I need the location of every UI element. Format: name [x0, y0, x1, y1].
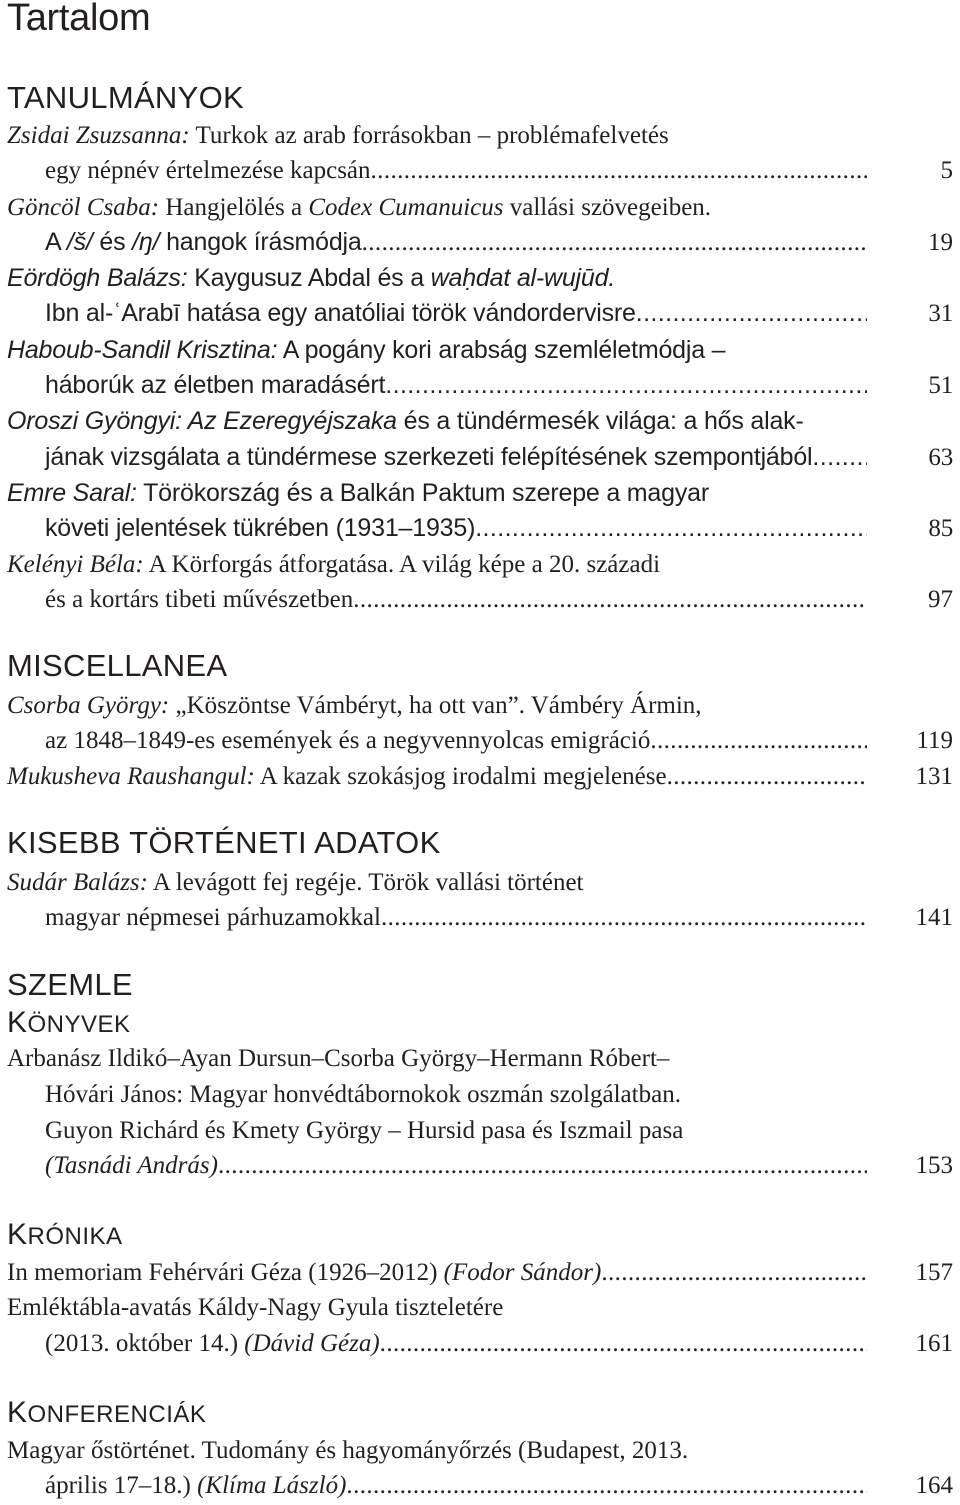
page-title: Tartalom [7, 0, 151, 39]
toc-entry-line[interactable] [45, 1148, 953, 1183]
toc-entry-line [7, 118, 953, 153]
toc-entry-line[interactable] [7, 1255, 953, 1290]
dot-leader [385, 368, 867, 403]
entry-title: A pogány kori arabság szemléletmódja – [277, 336, 726, 364]
page-number: 31 [928, 300, 953, 327]
dot-leader [601, 1255, 867, 1290]
entry-title: Magyar őstörténet. Tudomány és hagyományőrzés (Budapest, 2013. [7, 1437, 689, 1464]
page-number: 63 [928, 444, 953, 471]
entry-title: A Körforgás átforgatása. A világ képe a 20. századi [143, 551, 661, 578]
dot-leader [353, 582, 867, 617]
entry-title: (2013. október 14.) [45, 1330, 245, 1357]
page-number: 141 [915, 904, 953, 931]
phoneme-symbol: /š/ [66, 228, 93, 256]
dot-leader [371, 153, 867, 188]
entry-title: Guyon Richárd és Kmety György – Hursid pasa és Iszmail pasa [45, 1117, 684, 1144]
entry-author: Eördögh Balázs: [7, 264, 188, 292]
entry-title: és a tündérmesék világa: a hős alak- [396, 407, 804, 435]
phoneme-symbol: /ŋ/ [132, 228, 160, 256]
section-heading-szemle: SZEMLE [7, 967, 133, 1002]
page-number: 157 [915, 1259, 953, 1286]
entry-title: Turkok az arab forrásokban – problémafelvetés [189, 122, 669, 149]
toc-entry-line [7, 476, 953, 511]
toc-entry-line [7, 547, 953, 582]
toc-entry-line[interactable] [45, 225, 953, 260]
entry-title: jának vizsgálata a tündérmese szerkezeti felépítésének szempontjából [45, 443, 813, 471]
entry-author: Csorba György: [7, 692, 170, 719]
toc-entry-line [7, 865, 953, 900]
subsection-heading-kronika: KRÓNIKA [7, 1218, 123, 1251]
entry-title-italic: Codex Cumanuicus [308, 194, 504, 221]
entry-reviewer: (Tasnádi András) [45, 1152, 218, 1179]
entry-title: „Köszöntse Vámbéryt, ha ott van”. Vámbéry Ármin, [169, 692, 702, 719]
entry-author: Emre Saral: [7, 479, 137, 507]
entry-title: magyar népmesei párhuzamokkal [45, 904, 381, 931]
toc-entry-line[interactable] [45, 296, 953, 331]
entry-author: Sudár Balázs: [7, 869, 148, 896]
dot-leader [636, 296, 867, 331]
toc-entry-line [7, 404, 953, 439]
section-heading-miscellanea: MISCELLANEA [7, 648, 228, 683]
entry-title: és [92, 228, 133, 256]
toc-entry-line[interactable] [45, 1468, 953, 1503]
dot-leader [475, 511, 867, 546]
entry-title: Arbanász Ildikó–Ayan Dursun–Csorba György–Hermann Róbert– [7, 1045, 670, 1072]
page-number: 97 [928, 586, 953, 613]
entry-author: Oroszi Gyöngyi: [7, 407, 182, 435]
toc-entry-line[interactable] [45, 582, 953, 617]
subsection-heading-konferenciak: KONFERENCIÁK [7, 1396, 207, 1429]
toc-entry-line[interactable] [45, 723, 953, 758]
entry-author: Göncöl Csaba: [7, 194, 160, 221]
entry-author: Haboub-Sandil Krisztina: [7, 336, 278, 364]
page-number: 153 [915, 1152, 953, 1179]
entry-title-italic: waḥdat al-wujūd. [430, 264, 616, 292]
toc-entry-line[interactable] [7, 759, 953, 794]
page-number: 85 [928, 515, 953, 542]
toc-entry-line [7, 1290, 953, 1325]
entry-title: hangok írásmódja [159, 228, 362, 256]
dot-leader [812, 440, 867, 475]
toc-entry-line [45, 1077, 953, 1112]
page-number: 5 [940, 157, 953, 184]
entry-title: és a kortárs tibeti művészetben [45, 586, 354, 613]
dot-leader [667, 759, 867, 794]
toc-entry-line [7, 1041, 953, 1076]
dot-leader [380, 1326, 867, 1361]
entry-title: A levágott fej regéje. Török vallási történet [147, 869, 584, 896]
section-heading-tanulmanyok: TANULMÁNYOK [7, 80, 244, 115]
toc-entry-line [7, 190, 953, 225]
entry-title: A kazak szokásjog irodalmi megjelenése [254, 763, 667, 790]
entry-title: In memoriam Fehérvári Géza (1926–2012) [7, 1259, 444, 1286]
entry-title-italic: Az Ezeregyéjszaka [181, 407, 397, 435]
subsection-heading-konyvek: KÖNYVEK [7, 1006, 131, 1039]
toc-entry-line [7, 333, 953, 368]
page-number: 131 [915, 763, 953, 790]
entry-title: A [45, 228, 67, 256]
toc-entry-line [7, 688, 953, 723]
entry-reviewer: (Klíma László) [197, 1472, 347, 1499]
page-number: 51 [928, 372, 953, 399]
toc-entry-line[interactable] [45, 900, 953, 935]
toc-entry-line[interactable] [45, 511, 953, 546]
entry-reviewer: (Fodor Sándor) [443, 1259, 602, 1286]
entry-author: Kelényi Béla: [7, 551, 144, 578]
toc-entry-line [7, 261, 953, 296]
entry-title: Ibn al-ʿArabī hatása egy anatóliai török vándordervisre [45, 299, 636, 327]
entry-title: Kaygusuz Abdal és a [187, 264, 431, 292]
entry-reviewer: (Dávid Géza) [244, 1330, 380, 1357]
entry-author: Zsidai Zsuzsanna: [7, 122, 190, 149]
toc-entry-line [7, 1433, 953, 1468]
toc-entry-line [45, 1113, 953, 1148]
entry-author: Mukusheva Raushangul: [7, 763, 255, 790]
entry-title: Törökország és a Balkán Paktum szerepe a magyar [136, 479, 709, 507]
entry-title: az 1848–1849-es események és a negyvennyolcas emigráció [45, 727, 651, 754]
entry-title: Emléktábla-avatás Káldy-Nagy Gyula tiszteletére [7, 1294, 504, 1321]
dot-leader [362, 225, 867, 260]
toc-entry-line[interactable] [45, 368, 953, 403]
entry-title: háborúk az életben maradásért [45, 371, 386, 399]
dot-leader [218, 1148, 867, 1183]
section-heading-kisebb-torteneti-adatok: KISEBB TÖRTÉNETI ADATOK [7, 825, 441, 860]
entry-title: egy népnév értelmezése kapcsán [45, 157, 371, 184]
page-number: 164 [915, 1472, 953, 1499]
dot-leader [346, 1468, 867, 1503]
entry-title: követi jelentések tükrében (1931–1935) [45, 514, 476, 542]
page-number: 161 [915, 1330, 953, 1357]
page-number: 119 [916, 727, 953, 754]
toc-entry-line[interactable] [45, 440, 953, 475]
page-number: 19 [928, 229, 953, 256]
entry-title: vallási szövegeiben. [503, 194, 712, 221]
dot-leader [650, 723, 867, 758]
toc-entry-line[interactable] [45, 1326, 953, 1361]
dot-leader [381, 900, 867, 935]
entry-title: Hangjelölés a [159, 194, 309, 221]
entry-title: április 17–18.) [45, 1472, 198, 1499]
toc-entry-line[interactable] [45, 153, 953, 188]
entry-title: Hóvári János: Magyar honvédtábornokok oszmán szolgálatban. [45, 1081, 681, 1108]
